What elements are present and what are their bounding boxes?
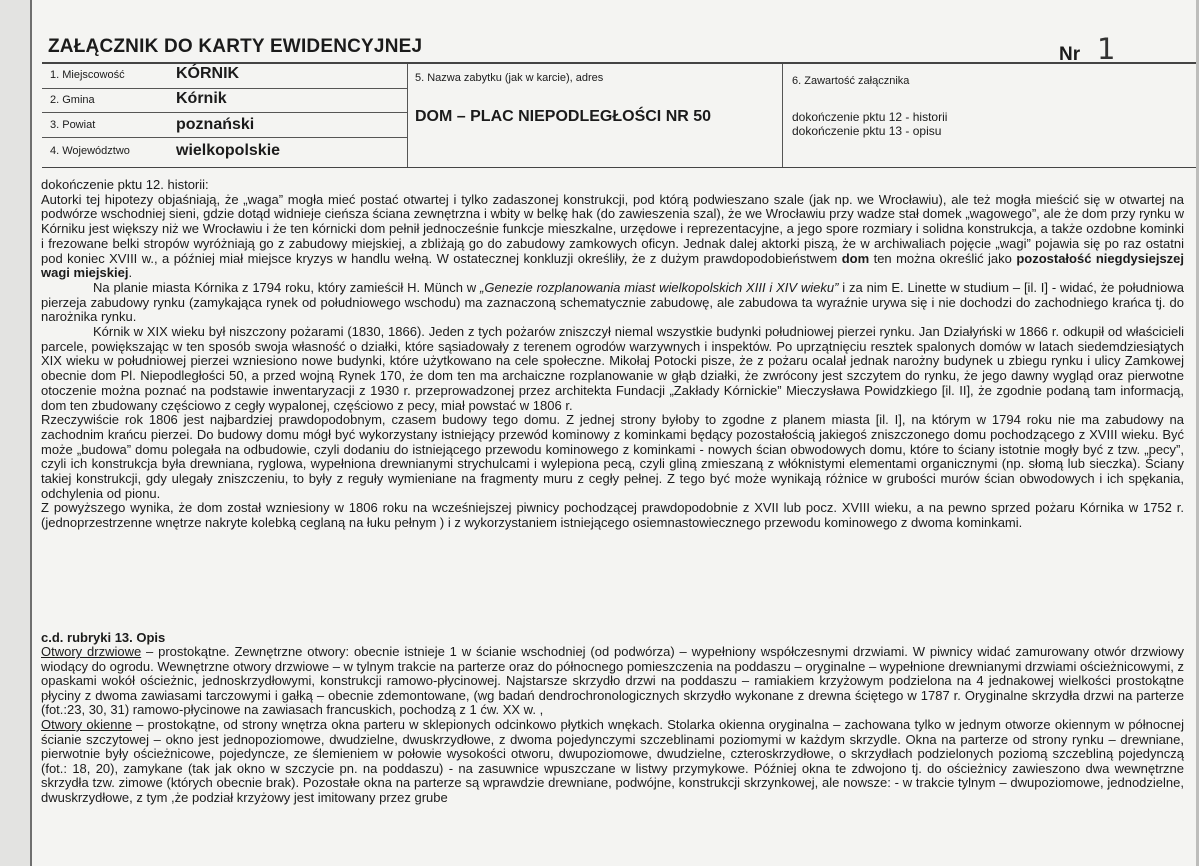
document-sheet	[30, 0, 1199, 866]
text-run: Na planie miasta Kórnika z 1794 roku, który zamieścił H. Münch w	[93, 279, 477, 295]
paragraph	[41, 718, 1184, 806]
text-run: i za nim E. Linette w studium – [il. I] - widać, że południowa pierzeja zabudowy rynku (zamykająca rynek od południowego wschodu) ma zaznaczoną schematycznie zabudowę, ale zabudowa ta wyraźnie urywa się i nie dochodzi do zachodniego krańca tj. do narożnika rynku.	[41, 279, 1184, 325]
monument-name-value: DOM – PLAC NIEPODLEGŁOŚCI NR 50	[415, 108, 712, 125]
description-heading: c.d. rubryki 13. Opis	[41, 630, 166, 645]
row-divider	[42, 112, 407, 113]
nr-label: Nr	[1059, 44, 1081, 65]
column-divider	[782, 64, 783, 167]
document-title: ZAŁĄCZNIK DO KARTY EWIDENCYJNEJ	[48, 36, 423, 57]
field-value-powiat: poznański	[176, 116, 255, 133]
text-run: ten można określić jako	[873, 250, 1012, 266]
paragraph	[41, 645, 1184, 718]
row-divider	[42, 88, 407, 89]
field-label-gmina: 2. Gmina	[50, 94, 95, 106]
field-label-miejscowosc: 1. Miejscowość	[50, 69, 125, 81]
attachment-contents-value	[792, 110, 947, 138]
row-divider	[42, 137, 407, 138]
field-label-powiat: 3. Powiat	[50, 119, 96, 131]
attachment-contents-line: dokończenie pktu 13 - opisu	[792, 124, 942, 138]
field-label-wojewodztwo: 4. Województwo	[50, 145, 130, 157]
field-value-gmina: Kórnik	[176, 90, 227, 107]
paragraph: Z powyższego wynika, że dom został wzniesiony w 1806 roku na wcześniejszej piwnicy pochodzącej prawdopodobnie z XVII lub pocz. XVIII wieku, a na pewno sprzed pożaru Kórnika w 1752 r. (jednoprzestrzenne wnętrze nakryte kolebką ceglaną na łuku pełnym ) i z wykorzystaniem istniejącego osiemnastowiecznego przewodu kominowego z dwoma kominkami.	[41, 500, 1184, 531]
field-value-wojewodztwo: wielkopolskie	[176, 142, 281, 159]
text-bold: pozostałość niegdysiejszej wagi miejskiej	[41, 250, 1185, 281]
history-section	[41, 178, 1184, 531]
term-windows: Otwory okienne	[41, 716, 132, 732]
nr-value: 1	[1097, 32, 1116, 66]
term-doors: Otwory drzwiowe	[41, 644, 142, 659]
attachment-contents-line: dokończenie pktu 12 - historii	[792, 110, 948, 124]
paragraph: Rzeczywiście rok 1806 jest najbardziej prawdopodobnym, czasem budowy tego domu. Z jednej strony byłoby to zgodne z planem miasta [il. I], na którym w 1794 roku nie ma zabudowy na zachodnim krańcu pierzei. Do budowy domu mógł być wykorzystany istniejący przewód kominowy z kominkami będący pozostałością jakiegoś zniszczonego domu pochodzącego z XVIII wieku. Być może „budowa” domu polegała na odbudowie, czyli dodaniu do istniejącego przewodu kominowego z kominkami - nowych ścian obwodowych domu, które to ściany istotnie mogły być z tzw. „pecy”, czyli ich konstrukcja była drewniana, ryglowa, wypełniona drewnianymi strychulcami i wylepiona pecą, czyli gliną zmieszaną z włóknistymi elementami organicznymi (np. słomą lub sieczka). Ściany takiej konstrukcji, gdy ulegały zniszczeniu, to były z reguły wymieniane na fragmenty muru z cegły pełnej. Z tego być może wynikają różnice w grubości murów ścian obwodowych i ich spękania, odchylenia od pionu.	[41, 412, 1184, 501]
monument-name-label: 5. Nazwa zabytku (jak w karcie), adres	[415, 72, 604, 84]
attachment-contents-label: 6. Zawartość załącznika	[792, 75, 910, 87]
paragraph: Autorki tej hipotezy objaśniają, że „waga” mogła mieć postać otwartej i tylko zadaszonej konstrukcji, pod którą podwieszano szale (jak np. we Wrocławiu), ale też mogła mieścić się w otwartej na podwórze wschodniej sieni, gdzie dotąd widnieje cieńsza ściana zewnętrzna i wbity w belkę hak (do zawieszenia szal), że we Wrocławiu przy wadze stał domek „wagowego”, ale że dom przy rynku w Kórniku jest większy niż we Wrocławiu i że ten kórnicki dom pełnił jednocześnie funkcje mieszkalne, urzędowe i reprezentacyjne, a jego spore rozmiary i solidna konstrukcja, a także ozdobne kominki i frezowane belki stropów wyróżniają go z zabudowy miejskiej, a zbliżają go do zabudowy zamkowych oficyn. Jednak dalej aktorki piszą, że w archiwaliach pojęcie „wagi” pojawia się po raz ostatni pod koniec XVIII w., a później miał miejsce kryzys w handlu wełną. W ostatecznej konkluzji określiły, że z dużym prawdopodobieństwem dom ten można określić jako pozostałość niegdysiejszej wagi miejskiej.	[41, 191, 1185, 281]
history-heading: dokończenie pktu 12. historii:	[41, 177, 209, 192]
paragraph	[41, 281, 1184, 325]
column-divider	[407, 64, 408, 167]
text-run: Autorki tej hipotezy objaśniają, że „waga” mogła mieć postać otwartej i tylko zadaszonej konstrukcji, pod którą podwieszano szale (jak np. we Wrocławiu), ale też mogła mieścić się w otwartej na podwórze wschodniej sieni, gdzie dotąd widnieje cieńsza ściana zewnętrzna i wbity w belkę hak (do zawieszenia szal), że we Wrocławiu przy wadze stał domek „wagowego”, ale że dom przy rynku w Kórniku jest większy niż we Wrocławiu i że ten kórnicki dom pełnił jednocześnie funkcje mieszkalne, urzędowe i reprezentacyjne, a jego spore rozmiary i solidna konstrukcja, a także ozdobne kominki i frezowane belki stropów wyróżniają go z zabudowy miejskiej, a zbliżają go do zabudowy zamkowych oficyn. Jednak dalej aktorki piszą, że w archiwaliach pojęcie „wagi” pojawia się po raz ostatni pod koniec XVIII w., a później miał miejsce kryzys w handlu wełną. W ostatecznej konkluzji określiły, że z dużym prawdopodobieństwem	[41, 191, 1184, 266]
text-run: – prostokątne. Zewnętrzne otwory: obecnie istnieje 1 w ścianie wschodniej (od podwórza) – wypełniony współczesnymi drzwiami. W piwnicy widać zamurowany otwór drzwiowy wiodący do ogrodu. Wewnętrzne otwory drzwiowe – w tylnym trakcie na parterze oraz do północnego pomieszczenia na poddaszu – oryginalne – wypełnione drewnianymi drzwiami ościeżnicowymi, z opaskami wokół ościeżnic, jednoskrzydłowymi, konstrukcji ramowo-płycinowej. Najstarsze skrzydło drzwi na poddaszu – ramiakiem krzyżowym podzielona na 4 jednakowej wielkości prostokątne płyciny z dwoma zawiasami tarczowymi i gałką – obecnie zdemontowane, (wg badań dendrochronologicznych skrzydło wykonane z drewna ściętego w 1787 r. Oryginalne skrzydła drzwi na parterze (fot.:23, 30, 31) ramowo-płycinowe na zawiasach francuskich, pochodzą z 1 ćw. XX w. ,	[41, 644, 1184, 718]
description-section	[41, 630, 1184, 806]
text-italic: „Genezie rozplanowania miast wielkopolskich XIII i XIV wieku”	[480, 279, 839, 295]
text-run: – prostokątne, od strony wnętrza okna parteru w sklepionych odcinkowo płytkich wnękach. Stolarka okienna oryginalna – zachowana tylko w jednym otworze okiennym w północnej ścianie szczytowej – okno jest jednopoziomowe, dwudzielne, dwuskrzydłowe, z dwoma pojedynczymi szczeblinami poziomymi w każdym skrzydle. Okna na parterze od strony rynku – drewniane, pierwotnie były ościeżnicowe, pojedyncze, ze ślemieniem w połowie wysokości otworu, dwupoziomowe, dwudzielne, czteroskrzydłowe, o skrzydłach podzielonych poziomą szczebliną pojedynczą (fot.: 18, 20), zamykane (tak jak okno w szczycie pn. na poddaszu) - na zasuwnice wpuszczane w listwy przymykowe. Później okna te zdwojono tj. do ościeżnicy zawieszono dwa wewnętrzne skrzydła tzw. zimowe (których obecnie brak). Pozostałe okna na parterze są wprawdzie drewniane, podwójne, konstrukcji skrzynkowej, ale nowsze: - w trakcie tylnym – dwupoziomowe, jednodzielne, dwuskrzydłowe, z tym ,że podział krzyżowy jest imitowany przez grube	[41, 716, 1184, 805]
paragraph: Kórnik w XIX wieku był niszczony pożarami (1830, 1866). Jeden z tych pożarów zniszczył niemal wszystkie budynki południowej pierzei rynku. Jan Działyński w 1866 r. odkupił od właścicieli parcele, powiększając w ten sposób swoja własność o działki, które sąsiadowały z terenem ogrodów warzywnych i inspektów. Po uprzątnięciu resztek spalonych domów w latach siedemdziesiątych XIX wieku w południowej pierzei wzniesiono nowe budynki, które użytkowano na cele społeczne. Mikołaj Potocki pisze, że z pożaru ocalał jednak narożny budynek u zbiegu rynku i ulicy Zamkowej obecnie dom Pl. Niepodległości 50, a przed wojną Rynek 170, że dom ten ma archaiczne rozplanowanie w głąb działki, że zwrócony jest szczytem do rynku, że jego dawny wygląd oraz pierwotne otoczenie można poznać na podstawie inwentaryzacji z 1930 r. przeprowadzonej przez architekta Fundacji „Zakłady Kórnickie” Mieczysława Powidzkiego [il. II], że zgodnie podaną tam informacją, dom ten zbudowany częściowo z cegły wypalonej, częściowo z pecy, miał powstać w 1806 r.	[41, 324, 1184, 413]
header-table	[42, 62, 1199, 168]
text-bold: dom	[841, 250, 870, 266]
field-value-miejscowosc: KÓRNIK	[176, 65, 240, 82]
